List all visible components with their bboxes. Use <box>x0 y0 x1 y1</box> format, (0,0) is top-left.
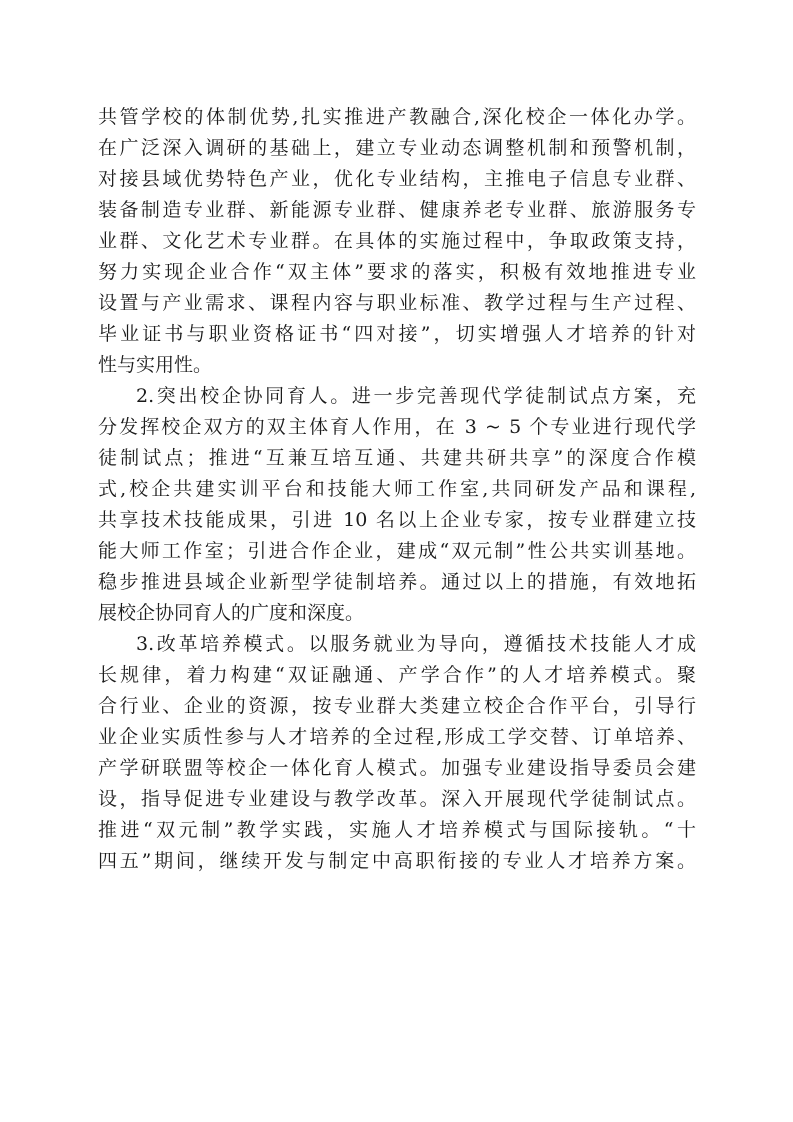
text-line: 设置与产业需求、课程内容与职业标准、教学过程与生产过程、 <box>98 292 696 314</box>
text-line: 装备制造专业群、新能源专业群、健康养老专业群、旅游服务专 <box>98 199 696 221</box>
paragraph-3 <box>98 629 696 877</box>
text-line: 四五”期间，继续开发与制定中高职衔接的专业人才培养方案。 <box>98 850 696 872</box>
text-line: 式,校企共建实训平台和技能大师工作室,共同研发产品和课程, <box>98 478 696 500</box>
text-line: 3.改革培养模式。以服务就业为导向，遵循技术技能人才成 <box>136 633 696 655</box>
paragraph-2 <box>98 381 696 629</box>
text-line: 长规律，着力构建“双证融通、产学合作”的人才培养模式。聚 <box>98 664 696 686</box>
text-line: 业企业实质性参与人才培养的全过程,形成工学交替、订单培养、 <box>98 726 696 748</box>
text-line: 推进“双元制”教学实践，实施人才培养模式与国际接轨。“十 <box>98 819 696 841</box>
document-body <box>98 102 696 877</box>
paragraph-1 <box>98 102 696 381</box>
text-line: 能大师工作室；引进合作企业，建成“双元制”性公共实训基地。 <box>98 540 696 562</box>
text-line: 共管学校的体制优势,扎实推进产教融合,深化校企一体化办学。 <box>98 106 696 128</box>
text-line: 业群、文化艺术专业群。在具体的实施过程中，争取政策支持， <box>98 230 696 252</box>
text-line: 分发挥校企双方的双主体育人作用，在 3 ~ 5 个专业进行现代学 <box>98 416 696 438</box>
text-line: 合行业、企业的资源，按专业群大类建立校企合作平台，引导行 <box>98 695 696 717</box>
text-line: 在广泛深入调研的基础上，建立专业动态调整机制和预警机制， <box>98 137 696 159</box>
text-line: 毕业证书与职业资格证书“四对接”，切实增强人才培养的针对 <box>98 323 696 345</box>
text-line: 努力实现企业合作“双主体”要求的落实，积极有效地推进专业 <box>98 261 696 283</box>
text-line: 设，指导促进专业建设与教学改革。深入开展现代学徒制试点。 <box>98 788 696 810</box>
text-line: 展校企协同育人的广度和深度。 <box>98 602 365 624</box>
text-line: 共享技术技能成果，引进 10 名以上企业专家，按专业群建立技 <box>98 509 696 531</box>
text-line: 徒制试点；推进“互兼互培互通、共建共研共享”的深度合作模 <box>98 447 696 469</box>
text-line: 稳步推进县域企业新型学徒制培养。通过以上的措施，有效地拓 <box>98 571 696 593</box>
text-line: 2.突出校企协同育人。进一步完善现代学徒制试点方案，充 <box>136 385 696 407</box>
text-line: 性与实用性。 <box>98 354 213 376</box>
text-line: 产学研联盟等校企一体化育人模式。加强专业建设指导委员会建 <box>98 757 696 779</box>
text-line: 对接县域优势特色产业，优化专业结构，主推电子信息专业群、 <box>98 168 696 190</box>
